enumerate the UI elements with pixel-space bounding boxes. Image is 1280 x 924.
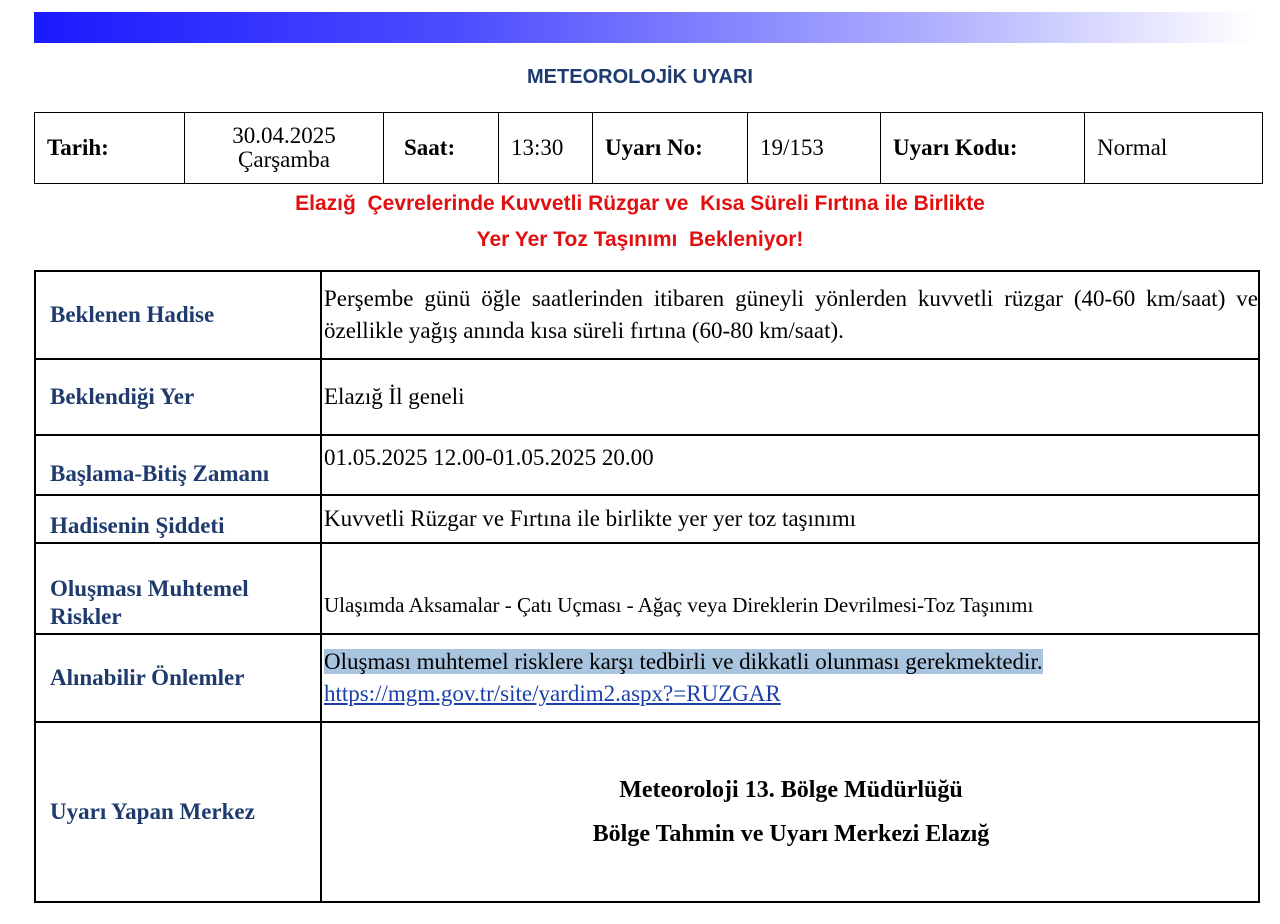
risks-value: Ulaşımda Aksamalar - Çatı Uçması - Ağaç veya Direklerin Devrilmesi-Toz Taşınımı [321,543,1259,634]
event-value: Perşembe günü öğle saatlerinden itibaren güneyli yönlerden kuvvetli rüzgar (40-60 km/saat) ve özellikle yağış anında kısa süreli fırtına (60-80 km/saat). [321,271,1259,359]
event-label: Beklenen Hadise [35,271,321,359]
warning-no-value: 19/153 [748,113,881,184]
date-label: Tarih: [35,113,185,184]
warning-code-label: Uyarı Kodu: [881,113,1085,184]
warning-code-value: Normal [1085,113,1263,184]
measures-link[interactable]: https://mgm.gov.tr/site/yardim2.aspx?=RUZGAR [324,681,781,706]
center-label: Uyarı Yapan Merkez [35,722,321,902]
place-label: Beklendiği Yer [35,359,321,435]
severity-value: Kuvvetli Rüzgar ve Fırtına ile birlikte yer yer toz taşınımı [321,495,1259,543]
time-value: 13:30 [499,113,593,184]
warning-details-table [34,270,1260,903]
center-unit: Bölge Tahmin ve Uyarı Merkezi Elazığ [592,821,990,847]
time-range-value: 01.05.2025 12.00-01.05.2025 20.00 [321,435,1259,495]
day-value: Çarşamba [238,147,330,172]
severity-label: Hadisenin Şiddeti [35,495,321,543]
header-gradient-bar [34,12,1254,43]
measures-label: Alınabilir Önlemler [35,634,321,722]
time-label: Saat: [384,113,499,184]
headline-line-2: Yer Yer Toz Taşınımı Bekleniyor! [476,228,804,251]
date-value: 30.04.2025 [232,123,336,148]
center-name: Meteoroloji 13. Bölge Müdürlüğü [619,777,963,803]
headline-line-1: Elazığ Çevrelerinde Kuvvetli Rüzgar ve Kısa Süreli Fırtına ile Birlikte [295,192,985,215]
measures-cell [321,634,1259,722]
measures-value: Oluşması muhtemel risklere karşı tedbirli ve dikkatli olunması gerekmektedir. [324,649,1043,674]
warning-headline [0,186,1280,258]
date-cell [185,113,384,184]
place-value: Elazığ İl geneli [321,359,1259,435]
document-title: METEOROLOJİK UYARI [527,66,753,88]
center-cell [321,722,1259,902]
time-range-label: Başlama-Bitiş Zamanı [35,435,321,495]
warning-no-label: Uyarı No: [593,113,748,184]
risks-label: Oluşması Muhtemel Riskler [35,543,321,634]
warning-info-table [34,112,1263,184]
